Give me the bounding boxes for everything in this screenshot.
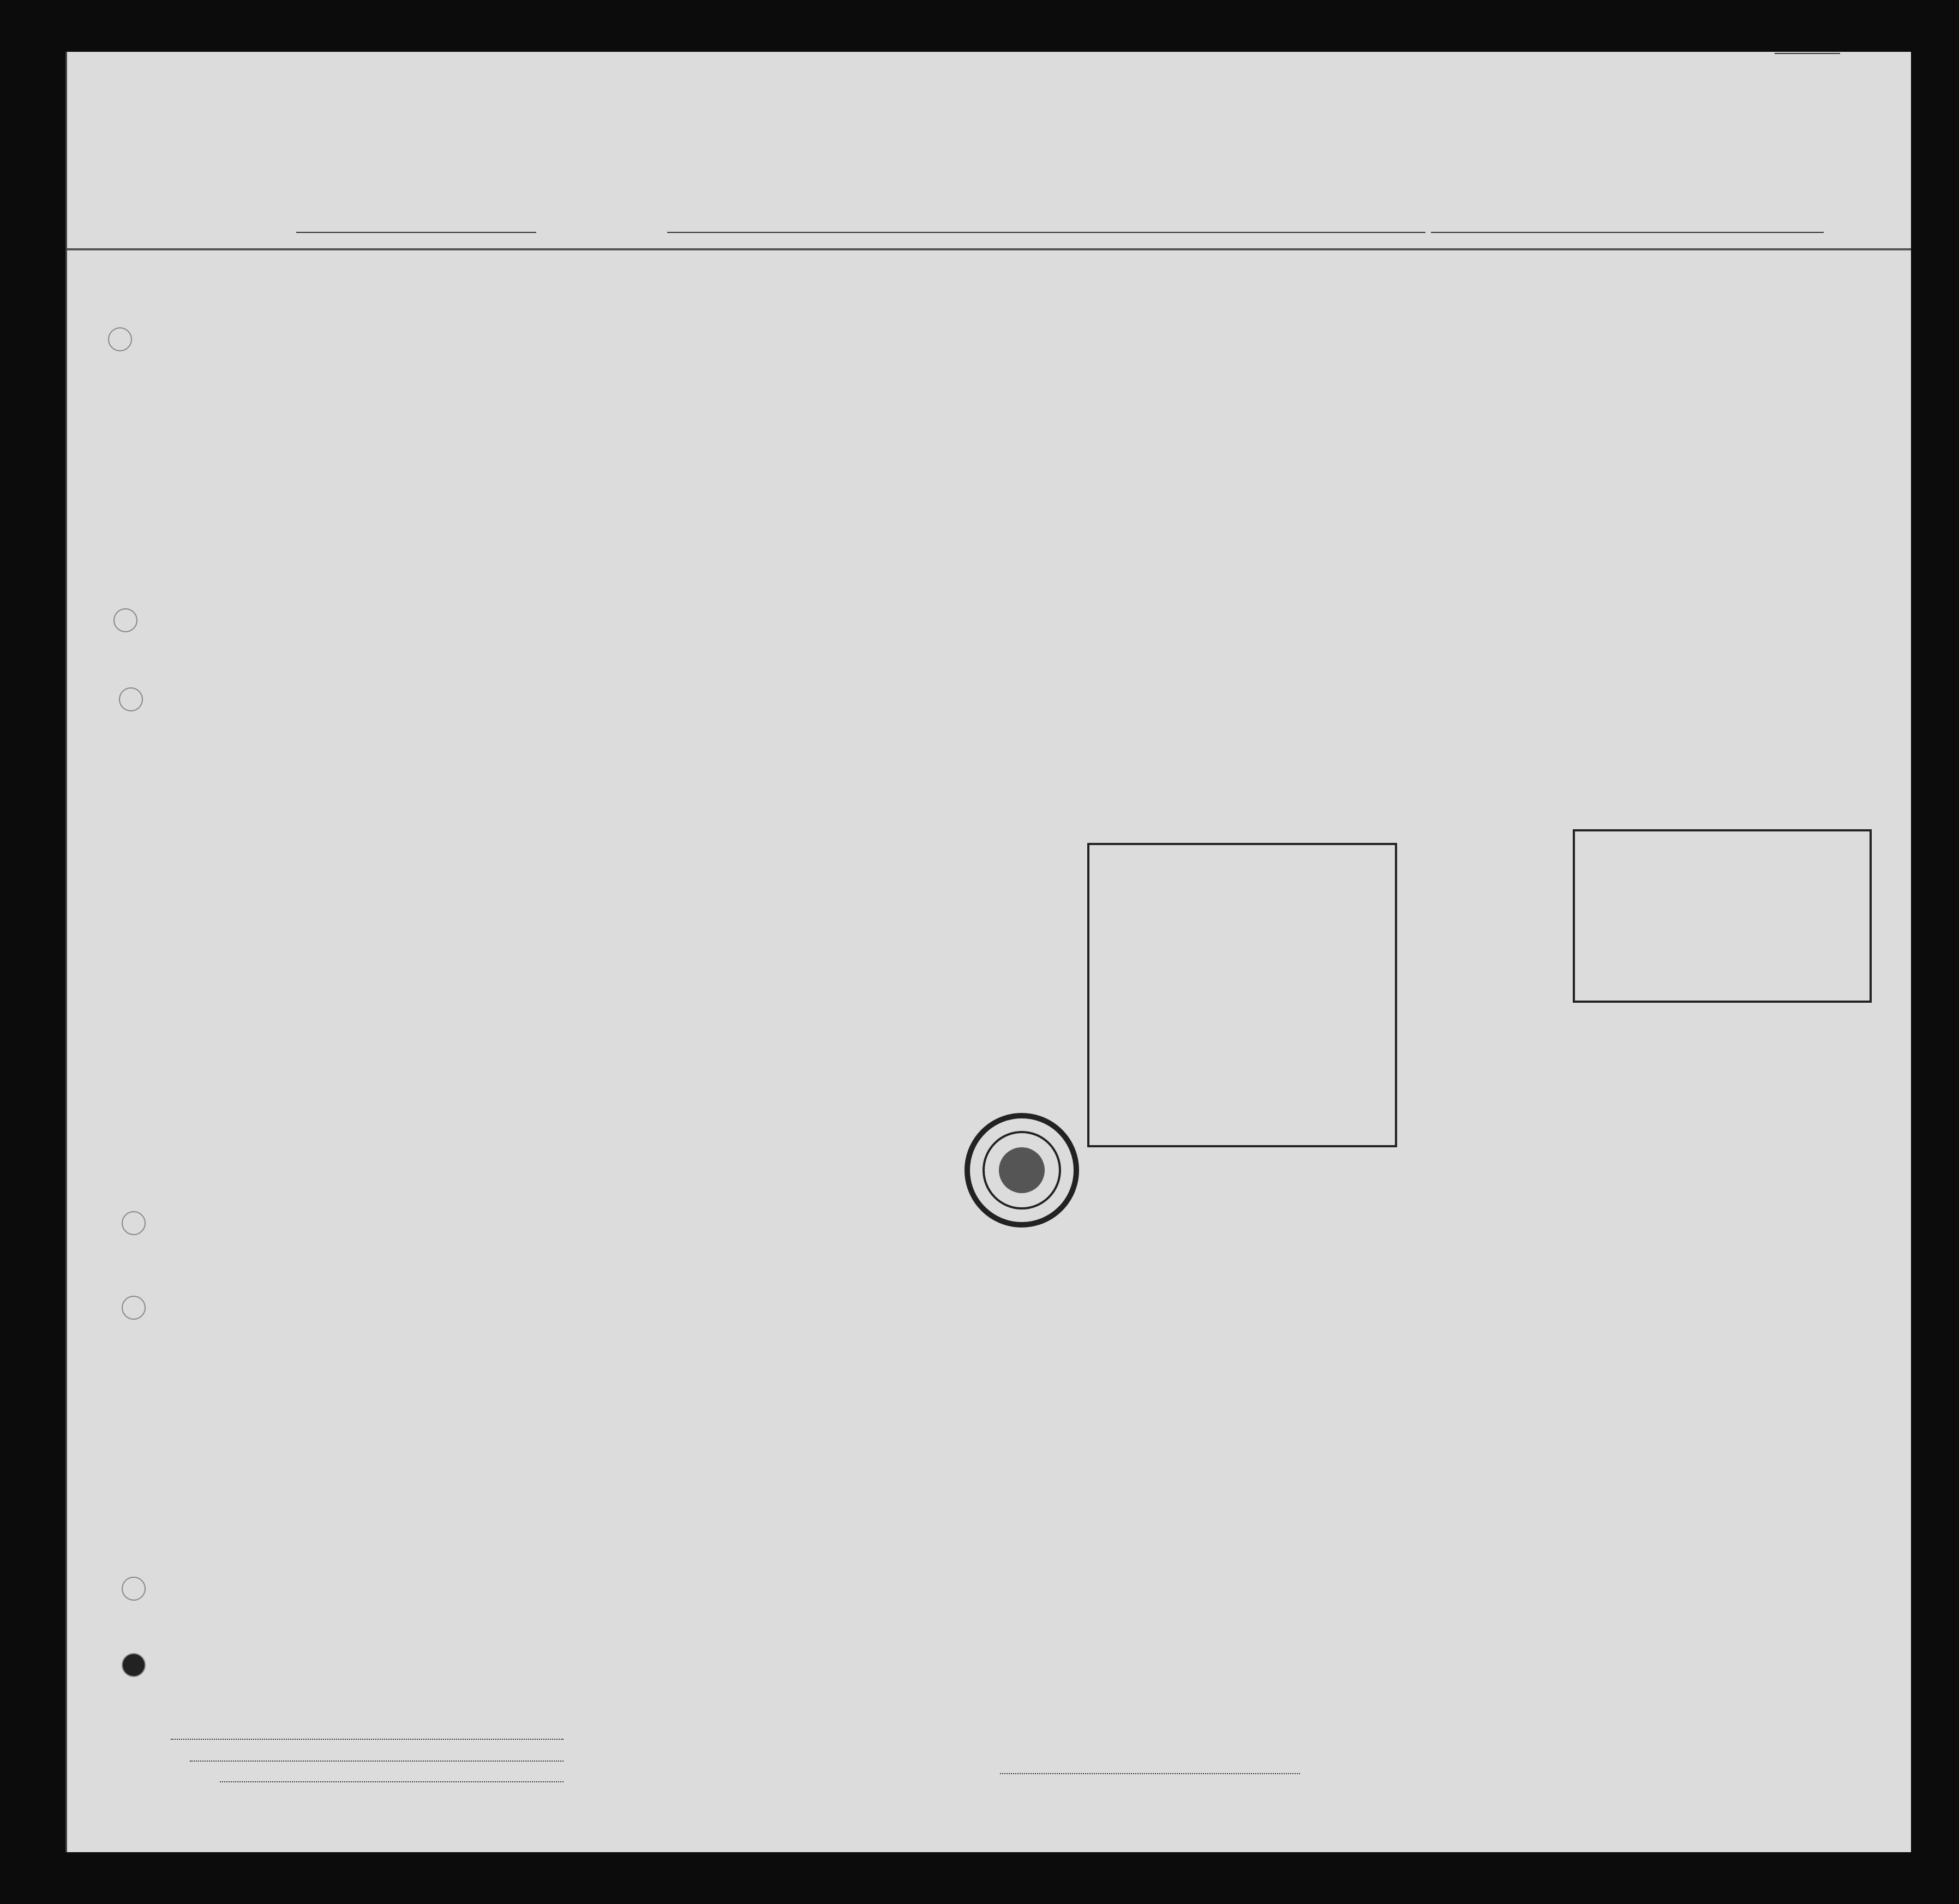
footer-owners-field[interactable] — [190, 1761, 564, 1762]
consulate-stamp — [1087, 843, 1397, 1147]
manifest-sheet — [65, 52, 1911, 1852]
shipping-commissioner-stamp — [1573, 829, 1872, 1003]
footer-agents-field[interactable] — [220, 1781, 564, 1782]
inspector-signature-line[interactable] — [1000, 1773, 1300, 1774]
consulate-seal — [962, 1110, 1082, 1230]
footer-line-field[interactable] — [171, 1739, 564, 1740]
